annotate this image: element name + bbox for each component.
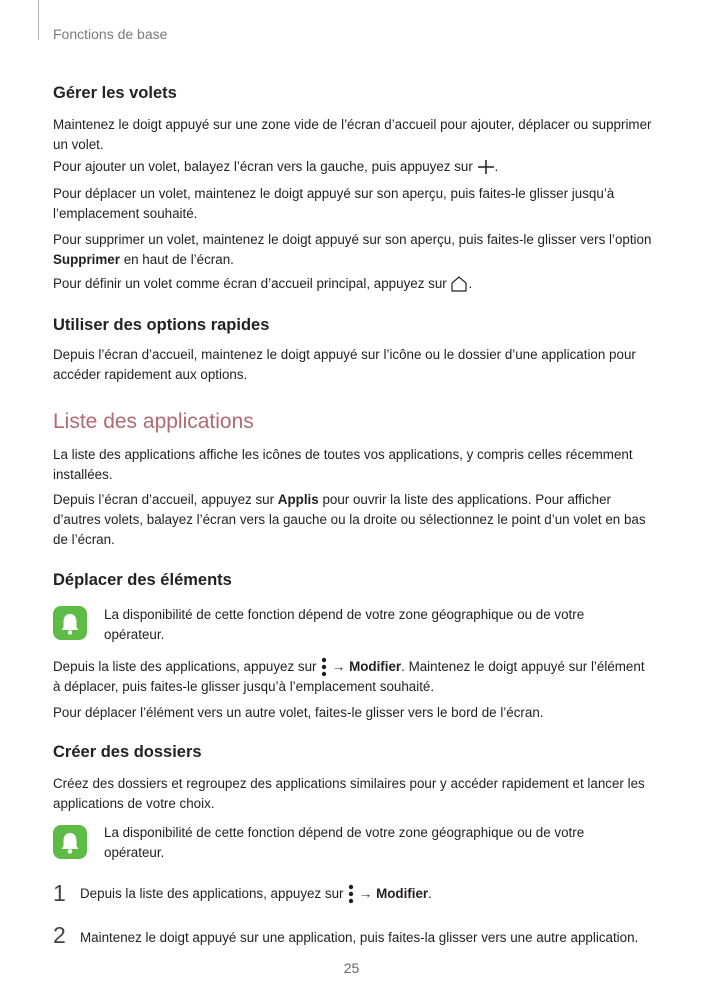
home-icon — [450, 276, 468, 292]
paragraph: Pour supprimer un volet, maintenez le doigt appuyé sur son aperçu, puis faites-le glisser vers l’option Supprimer en haut de l’écran. — [53, 232, 652, 267]
heading-liste-des-applications: Liste des applications — [53, 410, 254, 433]
running-header: Fonctions de base — [53, 26, 168, 42]
paragraph: Pour déplacer l’élément vers un autre volet, faites-le glisser vers le bord de l’écran. — [53, 705, 544, 720]
heading-options-rapides: Utiliser des options rapides — [53, 316, 270, 334]
paragraph: Créez des dossiers et regroupez des applications similaires pour y accéder rapidement et lancer les applications de votre choix. — [53, 776, 645, 811]
paragraph: Depuis l’écran d’accueil, maintenez le doigt appuyé sur l’icône ou le dossier d’une application pour accéder rapidement aux options. — [53, 347, 636, 382]
paragraph: Depuis l’écran d’accueil, appuyez sur Applis pour ouvrir la liste des applications. Pour afficher d’autres volets, balayez l’écran vers la gauche ou la droite ou sélectionnez le point d’un volet en bas de l’écran. — [53, 492, 646, 547]
paragraph: Pour ajouter un volet, balayez l’écran vers la gauche, puis appuyez sur . — [53, 159, 499, 174]
bell-icon — [53, 825, 87, 859]
step-text: Depuis la liste des applications, appuyez sur → Modifier. — [80, 884, 432, 904]
heading-deplacer-des-elements: Déplacer des éléments — [53, 571, 232, 589]
note-text: La disponibilité de cette fonction dépend de votre zone géographique ou de votre opérateur. — [104, 607, 585, 642]
plus-icon — [477, 159, 495, 175]
step-number: 1 — [53, 880, 66, 906]
heading-gerer-les-volets: Gérer les volets — [53, 84, 177, 102]
paragraph: Pour déplacer un volet, maintenez le doigt appuyé sur son aperçu, puis faites-le glisser jusqu’à l’emplacement souhaité. — [53, 186, 615, 221]
bell-icon — [53, 606, 87, 640]
step-number: 2 — [53, 922, 66, 948]
page-number: 25 — [343, 960, 360, 976]
header-rule — [38, 0, 39, 40]
paragraph: Depuis la liste des applications, appuyez sur → Modifier. Maintenez le doigt appuyé sur l’élément à déplacer, puis faites-le glisser jusqu’à l’emplacement souhaité. — [53, 659, 645, 695]
paragraph: La liste des applications affiche les icônes de toutes vos applications, y compris celles récemment installées. — [53, 447, 633, 482]
note-text: La disponibilité de cette fonction dépend de votre zone géographique ou de votre opérateur. — [104, 825, 585, 860]
heading-creer-des-dossiers: Créer des dossiers — [53, 743, 202, 761]
paragraph: Pour définir un volet comme écran d’accueil principal, appuyez sur . — [53, 276, 473, 291]
step-text: Maintenez le doigt appuyé sur une application, puis faites-la glisser vers une autre application. — [80, 930, 639, 945]
paragraph: Maintenez le doigt appuyé sur une zone vide de l’écran d’accueil pour ajouter, déplacer ou supprimer un volet. — [53, 117, 652, 152]
